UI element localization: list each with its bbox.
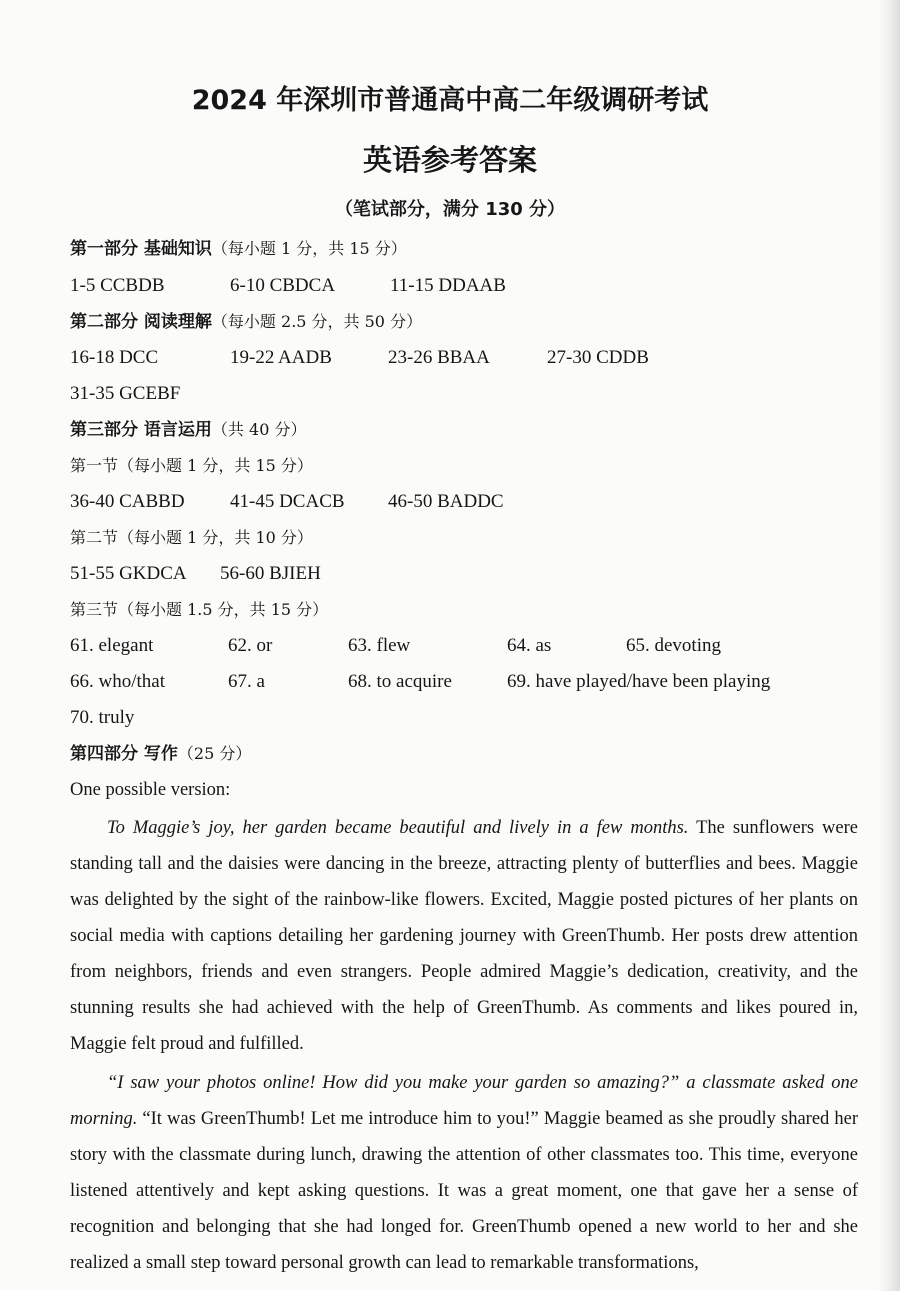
answer-group: 31-35 GCEBF <box>70 383 181 404</box>
answer-group: 41-45 DCACB <box>230 491 345 512</box>
answer-group: 23-26 BBAA <box>388 347 490 368</box>
essay-text: “It was GreenThumb! Let me introduce him to you!” Maggie beamed as she proudly shared her story with the classmate during lunch, drawing the attention of other classmates too. This time, everyone listened attentively and kept asking questions. It was a great moment, one that gave her a sense of recognition and belonging that she had longed for. GreenThumb opened a new world to her and she realized a small step toward personal growth can lead to remarkable transformations, <box>70 1109 858 1273</box>
score-note: （笔试部分，满分 130 分） <box>334 199 566 220</box>
part1-answers <box>70 272 790 300</box>
part1-score: （每小题 1 分，共 15 分） <box>211 239 407 258</box>
part1-title: 第一部分 基础知识 <box>70 239 212 259</box>
answer-item: 67. a <box>228 671 265 692</box>
essay-paragraph-1 <box>70 810 858 1062</box>
answer-group: 27-30 CDDB <box>547 347 649 368</box>
answer-group: 6-10 CBDCA <box>230 275 336 296</box>
answer-group: 51-55 GKDCA <box>70 563 187 584</box>
essay-paragraph-2 <box>70 1065 858 1281</box>
part3-title: 第三部分 语言运用 <box>70 420 212 440</box>
section2-answers <box>70 560 790 588</box>
answer-item: 62. or <box>228 635 273 656</box>
part3-score: （共 40 分） <box>211 420 307 439</box>
part2-answers-row1 <box>70 344 790 372</box>
part2-title: 第二部分 阅读理解 <box>70 312 212 332</box>
answer-group: 19-22 AADB <box>230 347 332 368</box>
page-edge-shadow <box>878 0 900 1291</box>
sample-essay <box>70 810 858 1281</box>
answer-group: 16-18 DCC <box>70 347 159 368</box>
section1-answers <box>70 488 790 516</box>
answer-item: 65. devoting <box>626 635 721 656</box>
document-title: 2024 年深圳市普通高中高二年级调研考试 <box>191 85 709 116</box>
part3-heading <box>70 416 306 444</box>
answer-group: 46-50 BADDC <box>388 491 504 512</box>
part4-score: （25 分） <box>177 744 252 763</box>
answer-item: 64. as <box>507 635 552 656</box>
part1-heading <box>70 235 407 263</box>
section3-answers-row3 <box>70 704 134 732</box>
answer-item: 69. have played/have been playing <box>507 671 771 692</box>
document-subtitle: 英语参考答案 <box>362 143 537 177</box>
part2-score: （每小题 2.5 分，共 50 分） <box>211 312 423 331</box>
answer-item: 61. elegant <box>70 635 154 656</box>
answer-item: 66. who/that <box>70 671 165 692</box>
section1-label: 第一节（每小题 1 分，共 15 分） <box>70 456 313 475</box>
essay-lead-sentence: To Maggie’s joy, her garden became beautiful and lively in a few months. <box>107 818 689 838</box>
part2-heading <box>70 308 422 336</box>
answer-group: 11-15 DDAAB <box>390 275 506 296</box>
answer-item: 63. flew <box>348 635 411 656</box>
answer-group: 56-60 BJIEH <box>220 563 321 584</box>
section3-answers-row2 <box>70 668 850 696</box>
essay-lead-sentence: “I saw your photos online! How did you make your garden so amazing?” a classmate asked one morning. <box>70 1073 858 1129</box>
part4-heading <box>70 740 251 768</box>
essay-text: The sunflowers were standing tall and the daisies were dancing in the breeze, attracting plenty of butterflies and bees. Maggie was delighted by the sight of the rainbow-like flowers. Excited, Maggie posted pictures of her plants on social media with captions detailing her gardening journey with GreenThumb. Her posts drew attention from neighbors, friends and even strangers. People admired Maggie’s dedication, creativity, and the stunning results she had achieved with the help of GreenThumb. As comments and likes poured in, Maggie felt proud and fulfilled. <box>70 818 858 1054</box>
essay-intro: One possible version: <box>70 780 231 800</box>
part4-title: 第四部分 写作 <box>70 744 178 764</box>
answer-group: 36-40 CABBD <box>70 491 185 512</box>
answer-group: 1-5 CCBDB <box>70 275 165 296</box>
part2-answers-row2 <box>70 380 180 408</box>
answer-item: 70. truly <box>70 707 135 728</box>
section3-label: 第三节（每小题 1.5 分，共 15 分） <box>70 600 329 619</box>
section3-answers-row1 <box>70 632 850 660</box>
section2-label: 第二节（每小题 1 分，共 10 分） <box>70 528 313 547</box>
answer-item: 68. to acquire <box>348 671 452 692</box>
